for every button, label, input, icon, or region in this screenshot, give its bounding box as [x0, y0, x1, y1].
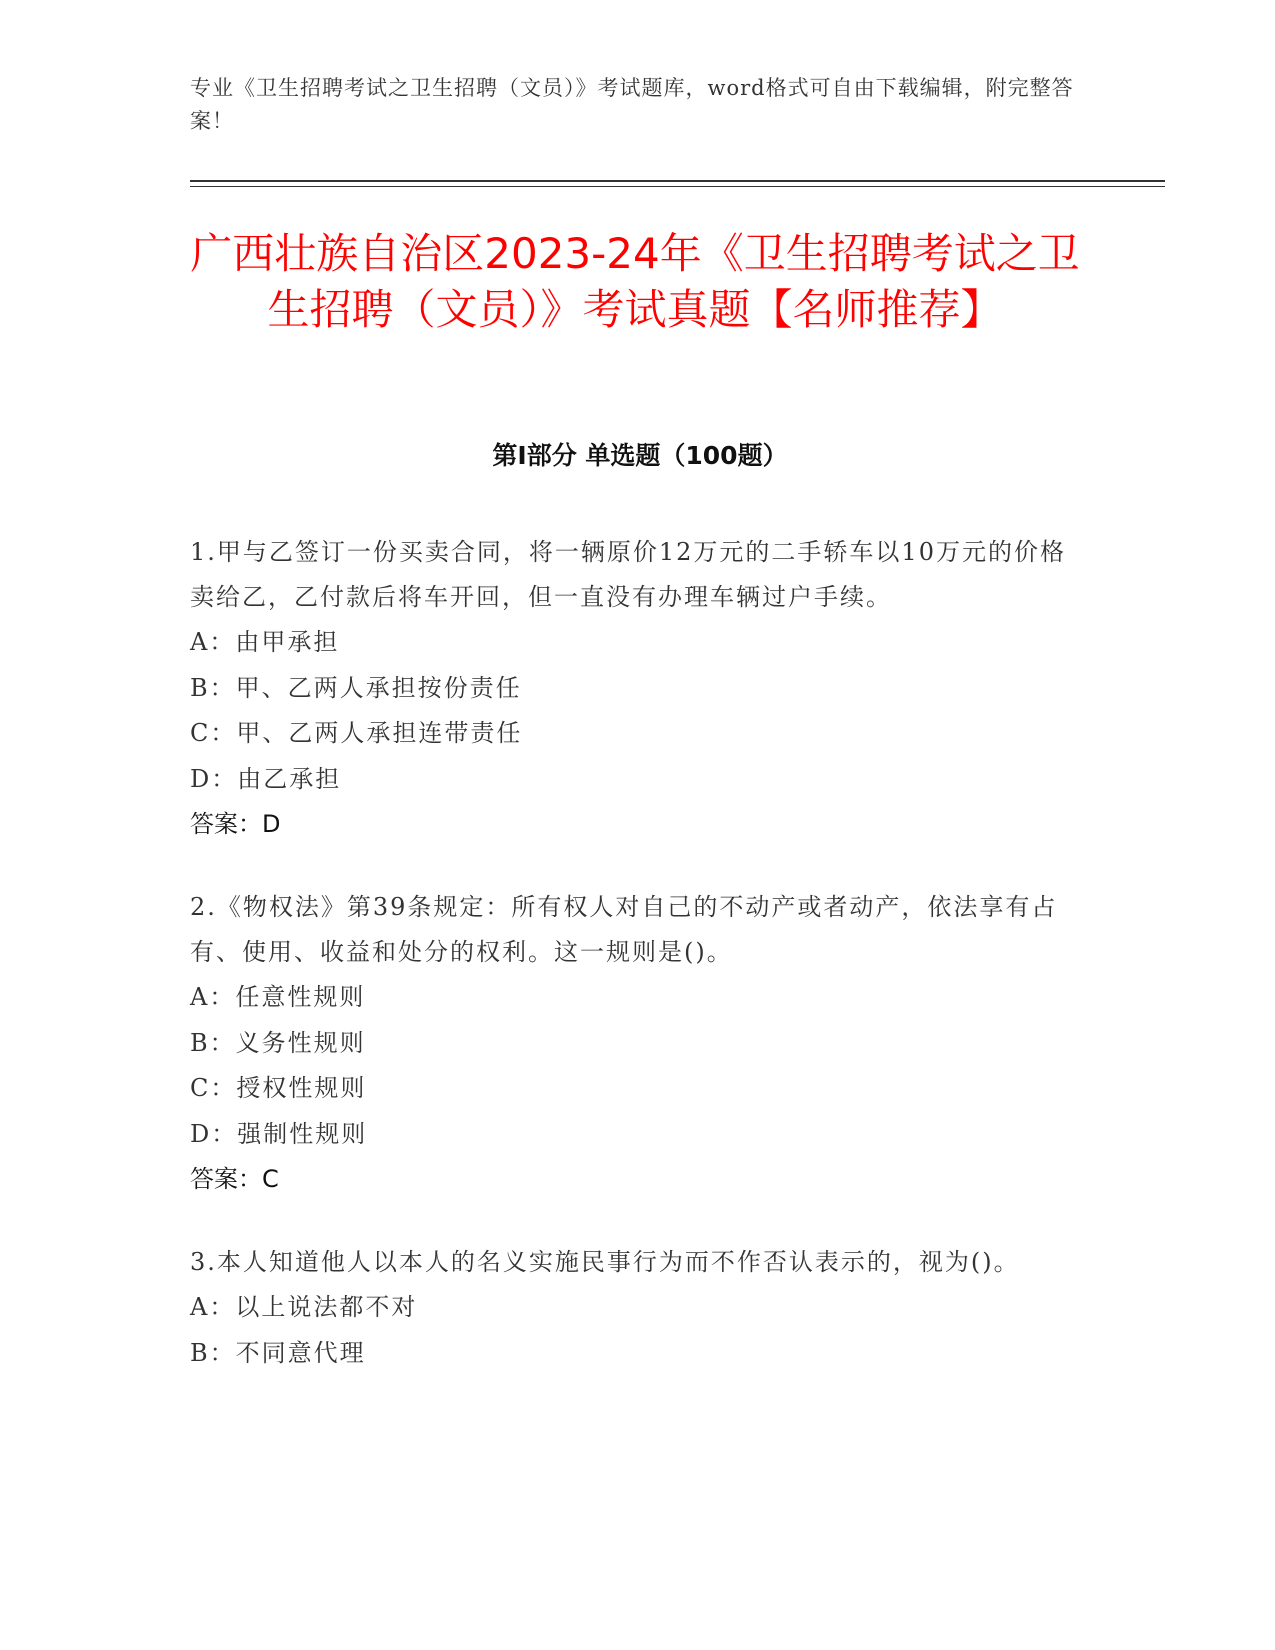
option-b: B：义务性规则 [190, 1028, 366, 1057]
option-a: A：任意性规则 [190, 983, 366, 1011]
option-c: C：授权性规则 [190, 1074, 367, 1102]
question-stem: 3.本人知道他人以本人的名义实施民事行为而不作否认表示的，视为()。 [190, 1248, 1020, 1276]
option-b: B：甲、乙两人承担按份责任 [190, 673, 522, 702]
header-divider-thick [190, 180, 1165, 182]
option-b: B：不同意代理 [190, 1338, 366, 1367]
answer: 答案：D [190, 810, 281, 838]
option-a: A：以上说法都不对 [190, 1293, 418, 1321]
document-title: 广西壮族自治区2023-24年《卫生招聘考试之卫生招聘（文员）》考试真题【名师推荐】 [190, 229, 1080, 334]
question-2 [190, 885, 1085, 1202]
question-3 [190, 1240, 1085, 1376]
question-stem: 1.甲与乙签订一份买卖合同，将一辆原价12万元的二手轿车以10万元的价格卖给乙，乙付款后将车开回，但一直没有办理车辆过户手续。 [190, 538, 1066, 611]
header-note: 专业《卫生招聘考试之卫生招聘（文员）》考试题库，word格式可自由下载编辑，附完整答案！ [190, 76, 1074, 133]
header-divider-thin [190, 186, 1165, 187]
question-1 [190, 530, 1085, 847]
option-d: D：由乙承担 [190, 764, 342, 793]
section-title: 第I部分 单选题（100题） [492, 441, 788, 470]
option-d: D：强制性规则 [190, 1119, 368, 1148]
question-stem: 2.《物权法》第39条规定：所有权人对自己的不动产或者动产，依法享有占有、使用、收益和处分的权利。这一规则是()。 [190, 893, 1058, 966]
answer: 答案：C [190, 1165, 279, 1193]
option-a: A：由甲承担 [190, 628, 340, 656]
option-c: C：甲、乙两人承担连带责任 [190, 719, 523, 747]
question-list [190, 530, 1085, 1414]
